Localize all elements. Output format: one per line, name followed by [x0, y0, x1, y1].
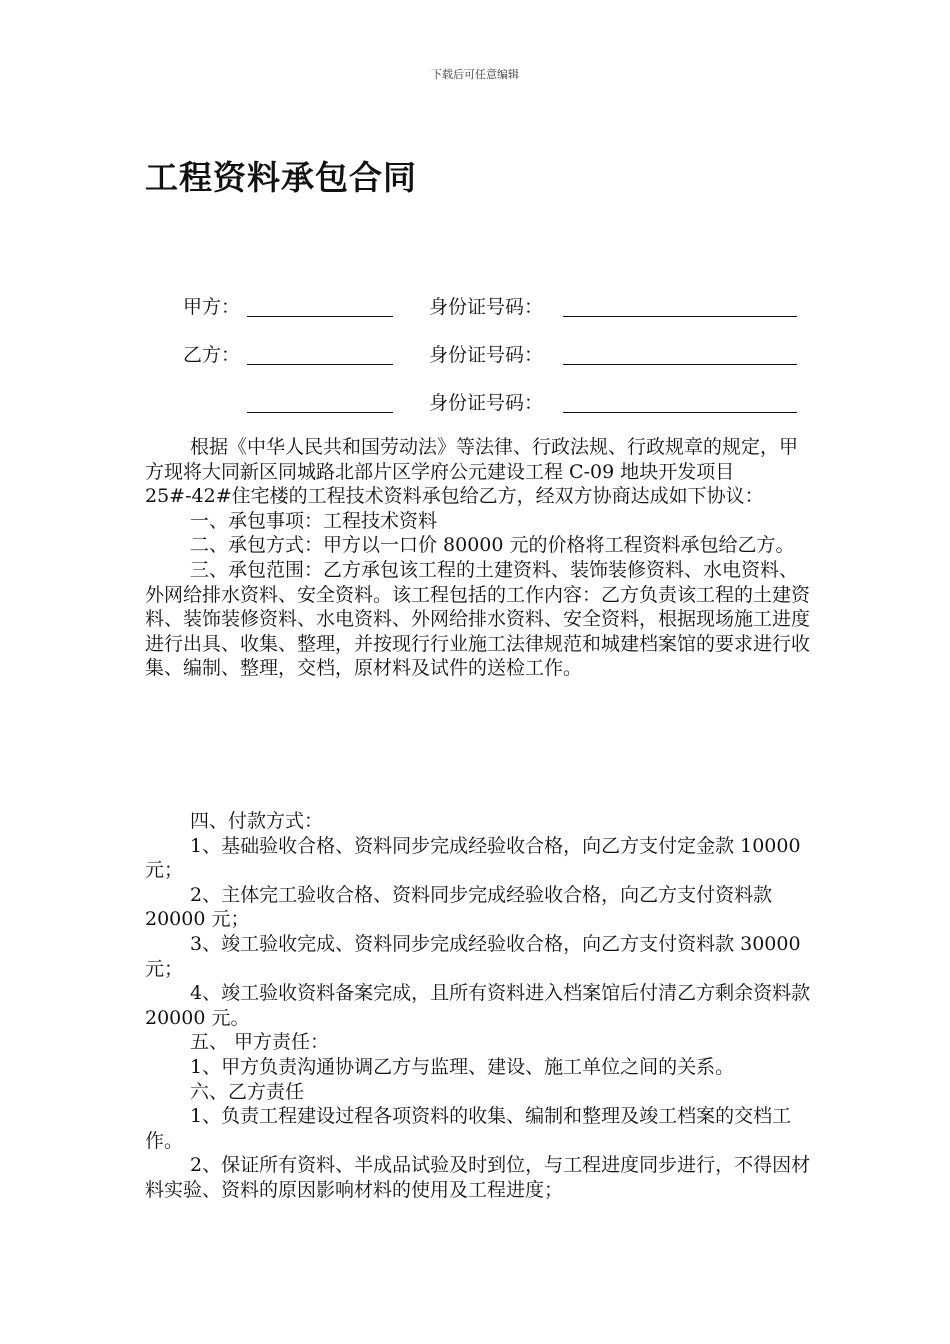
party-b-duty-1: 1、负责工程建设过程各项资料的收集、编制和整理及竣工档案的交档工作。: [145, 1105, 792, 1152]
party-a-row: [183, 292, 823, 322]
party-b-label: 乙方：: [183, 344, 241, 366]
party-c-id-label: 身份证号码：: [429, 392, 544, 414]
party-a-name-blank: [247, 316, 393, 317]
header-note: 下载后可任意编辑: [431, 68, 519, 81]
party-c-id-blank: [563, 412, 797, 413]
contract-body-part2: [145, 809, 815, 1203]
party-a-id-label: 身份证号码：: [429, 296, 544, 318]
party-b-id-blank: [563, 364, 797, 365]
preamble-paragraph: 根据《中华人民共和国劳动法》等法律、行政法规、行政规章的规定，甲方现将大同新区同城路北部片区学府公元建设工程 C-09 地块开发项目 25#-42#住宅楼的工程技术资料承包给乙方，经双方协商达成如下协议：: [145, 436, 799, 508]
clause-1: 一、承包事项：工程技术资料: [190, 509, 438, 532]
clause-2: 二、承包方式：甲方以一口价 80000 元的价格将工程资料承包给乙方。: [190, 534, 795, 557]
payment-item-2: 2、主体完工验收合格、资料同步完成经验收合格，向乙方支付资料款 20000 元；: [145, 883, 773, 931]
document-title: 工程资料承包合同: [145, 158, 417, 197]
party-c-row: [183, 388, 823, 418]
clause-5-heading: 五、 甲方责任：: [190, 1031, 330, 1054]
clause-3: 三、承包范围：乙方承包该工程的土建资料、装饰装修资料、水电资料、外网给排水资料、安全资料。该工程包括的工作内容：乙方负责该工程的土建资料、装饰装修资料、水电资料、外网给排水资料、安全资料，根据现场施工进度进行出具、收集、整理，并按现行行业施工法律规范和城建档案馆的要求进行收集、编制、整理，交档，原材料及试件的送检工作。: [145, 558, 811, 680]
party-a-label: 甲方：: [183, 296, 241, 318]
clause-4-heading: 四、付款方式：: [190, 810, 324, 832]
party-b-name-blank: [247, 364, 393, 365]
contract-body-part1: [145, 435, 815, 681]
payment-item-1: 1、基础验收合格、资料同步完成经验收合格，向乙方支付定金款 10000 元；: [145, 834, 801, 882]
party-a-id-blank: [563, 316, 797, 317]
party-a-duty-1: 1、甲方负责沟通协调乙方与监理、建设、施工单位之间的关系。: [190, 1055, 735, 1078]
party-b-duty-2: 2、保证所有资料、半成品试验及时到位，与工程进度同步进行，不得因材料实验、资料的原因影响材料的使用及工程进度；: [145, 1154, 811, 1201]
party-c-name-blank: [247, 412, 393, 413]
party-b-id-label: 身份证号码：: [429, 344, 544, 366]
payment-item-4: 4、竣工验收资料备案完成，且所有资料进入档案馆后付清乙方剩余资料款 20000 元。: [145, 982, 811, 1029]
clause-6-heading: 六、乙方责任: [190, 1080, 305, 1103]
payment-item-3: 3、竣工验收完成、资料同步完成经验收合格，向乙方支付资料款 30000 元；: [145, 932, 801, 980]
party-b-row: [183, 340, 823, 370]
